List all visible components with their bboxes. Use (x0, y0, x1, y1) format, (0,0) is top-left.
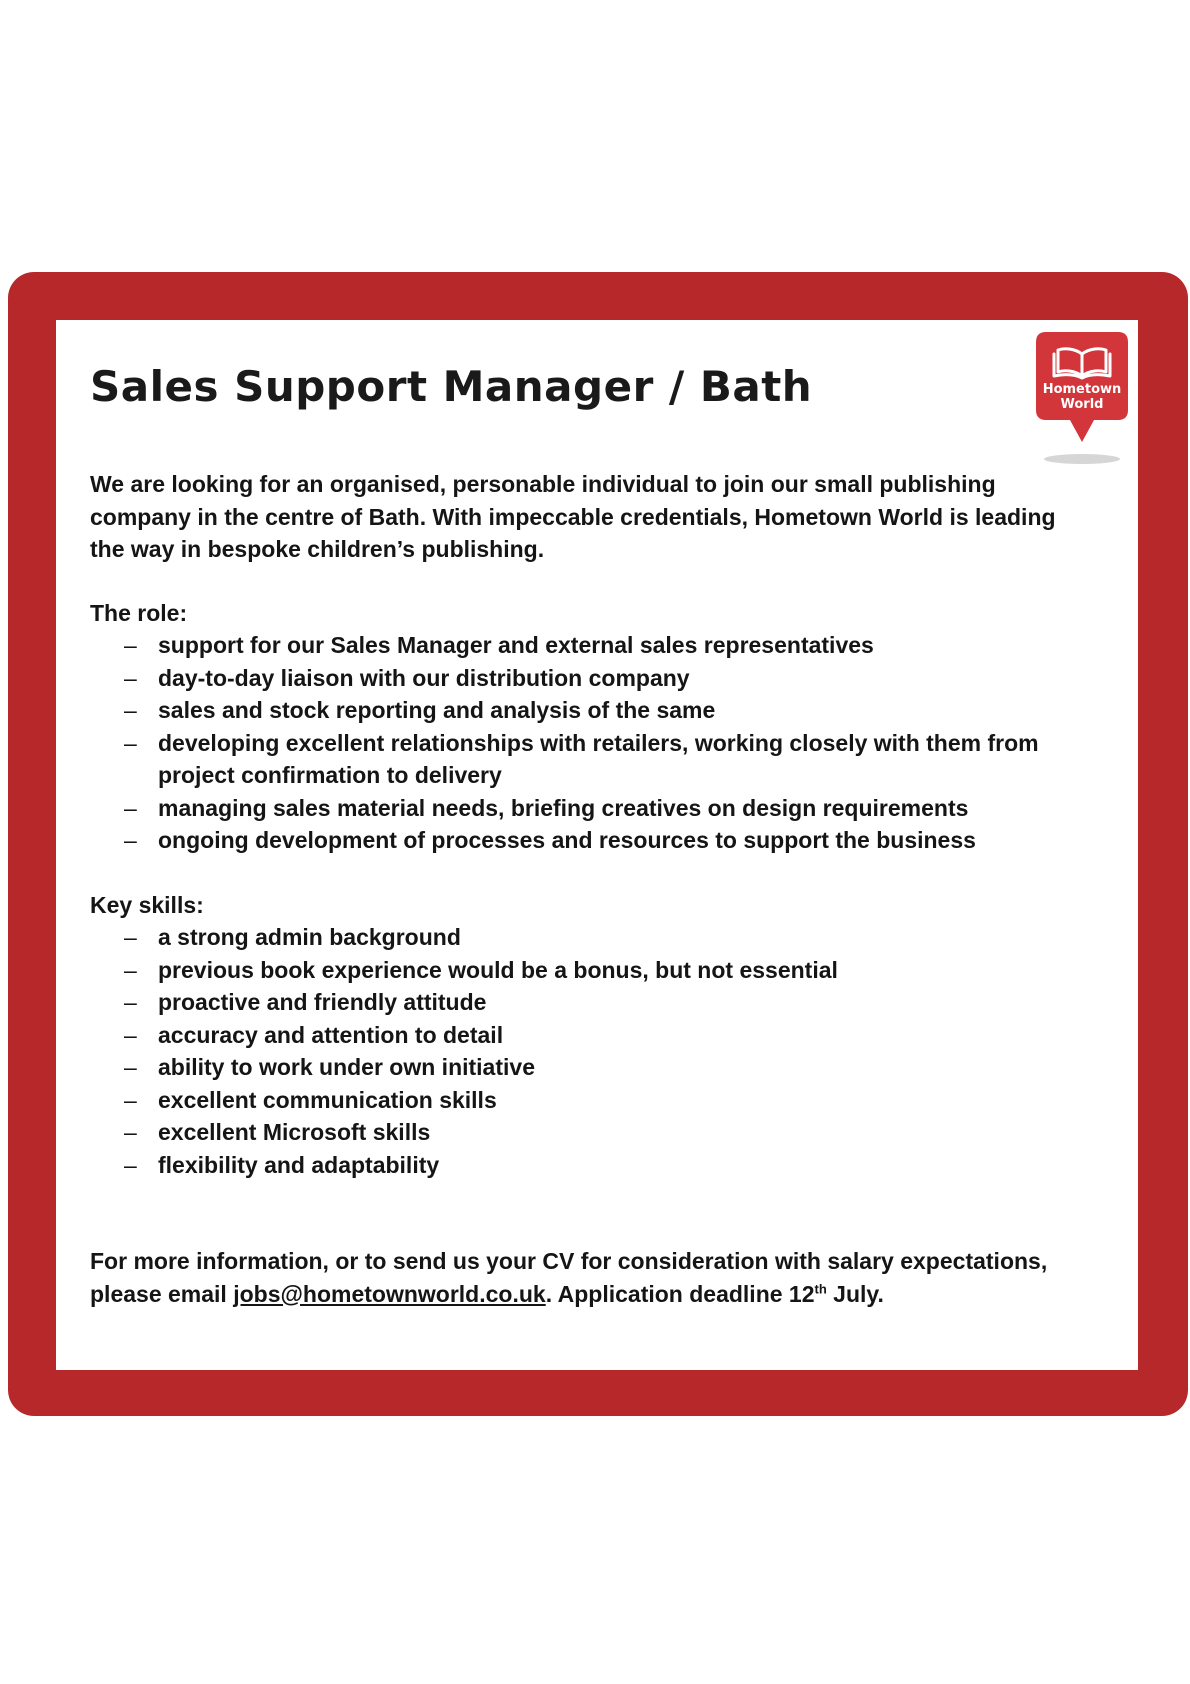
job-advert-panel (56, 320, 1138, 1370)
role-item: – day-to-day liaison with our distribution company (90, 662, 1090, 695)
skills-heading: Key skills: (90, 891, 204, 918)
skill-item: – accuracy and attention to detail (90, 1019, 1090, 1052)
dash-bullet: – (124, 729, 137, 756)
email-link[interactable]: jobs@hometownworld.co.uk (233, 1280, 546, 1307)
role-heading: The role: (90, 599, 188, 626)
dash-bullet: – (124, 632, 137, 658)
skill-item: – excellent Microsoft skills (90, 1116, 1090, 1149)
logo-text-line1: Hometown (1042, 382, 1122, 397)
logo-text-line2: World (1060, 397, 1104, 412)
intro-paragraph: We are looking for an organised, personable individual to join our small publishing company in the centre of Bath. With impeccable credentials, Hometown World is leading the way in bespoke children’s publishing. (90, 471, 1056, 562)
skills-list (90, 921, 1090, 1181)
role-item: – support for our Sales Manager and external sales representatives (90, 629, 1090, 662)
footer-line-2: please email jobs@hometownworld.co.uk. Application deadline 12th July. (90, 1280, 884, 1307)
skill-item: – excellent communication skills (90, 1084, 1090, 1117)
role-item: – sales and stock reporting and analysis of the same (90, 694, 1090, 727)
skill-item: – ability to work under own initiative (90, 1051, 1090, 1084)
role-item: – ongoing development of processes and resources to support the business (90, 824, 1090, 857)
skill-item: – flexibility and adaptability (90, 1149, 1090, 1182)
deadline-ordinal: th (814, 1280, 827, 1296)
dash-bullet: – (124, 1119, 137, 1145)
red-frame (8, 272, 1188, 1416)
dash-bullet: – (124, 1021, 137, 1048)
advert-body (90, 468, 1090, 1310)
role-list (90, 629, 1090, 857)
dash-bullet: – (124, 1054, 137, 1080)
footer-line-1: For more information, or to send us your CV for consideration with salary expectations, (90, 1248, 1048, 1274)
hometown-world-logo (1036, 332, 1128, 466)
dash-bullet: – (124, 827, 137, 853)
dash-bullet: – (124, 989, 137, 1015)
dash-bullet: – (124, 1151, 137, 1178)
dash-bullet: – (124, 664, 137, 691)
skill-item: – previous book experience would be a bonus, but not essential (90, 954, 1090, 987)
spacer (90, 1181, 1090, 1245)
role-item: – developing excellent relationships with retailers, working closely with them from project confirmation to delivery (90, 727, 1090, 792)
skill-item: – proactive and friendly attitude (90, 986, 1090, 1019)
dash-bullet: – (124, 697, 137, 723)
spacer (90, 857, 1090, 889)
skill-item: – a strong admin background (90, 921, 1090, 954)
dash-bullet: – (124, 924, 137, 950)
dash-bullet: – (124, 956, 137, 983)
page-title: Sales Support Manager / Bath (90, 362, 813, 411)
dash-bullet: – (124, 794, 137, 821)
dash-bullet: – (124, 1086, 137, 1113)
role-item: – managing sales material needs, briefing creatives on design requirements (90, 792, 1090, 825)
